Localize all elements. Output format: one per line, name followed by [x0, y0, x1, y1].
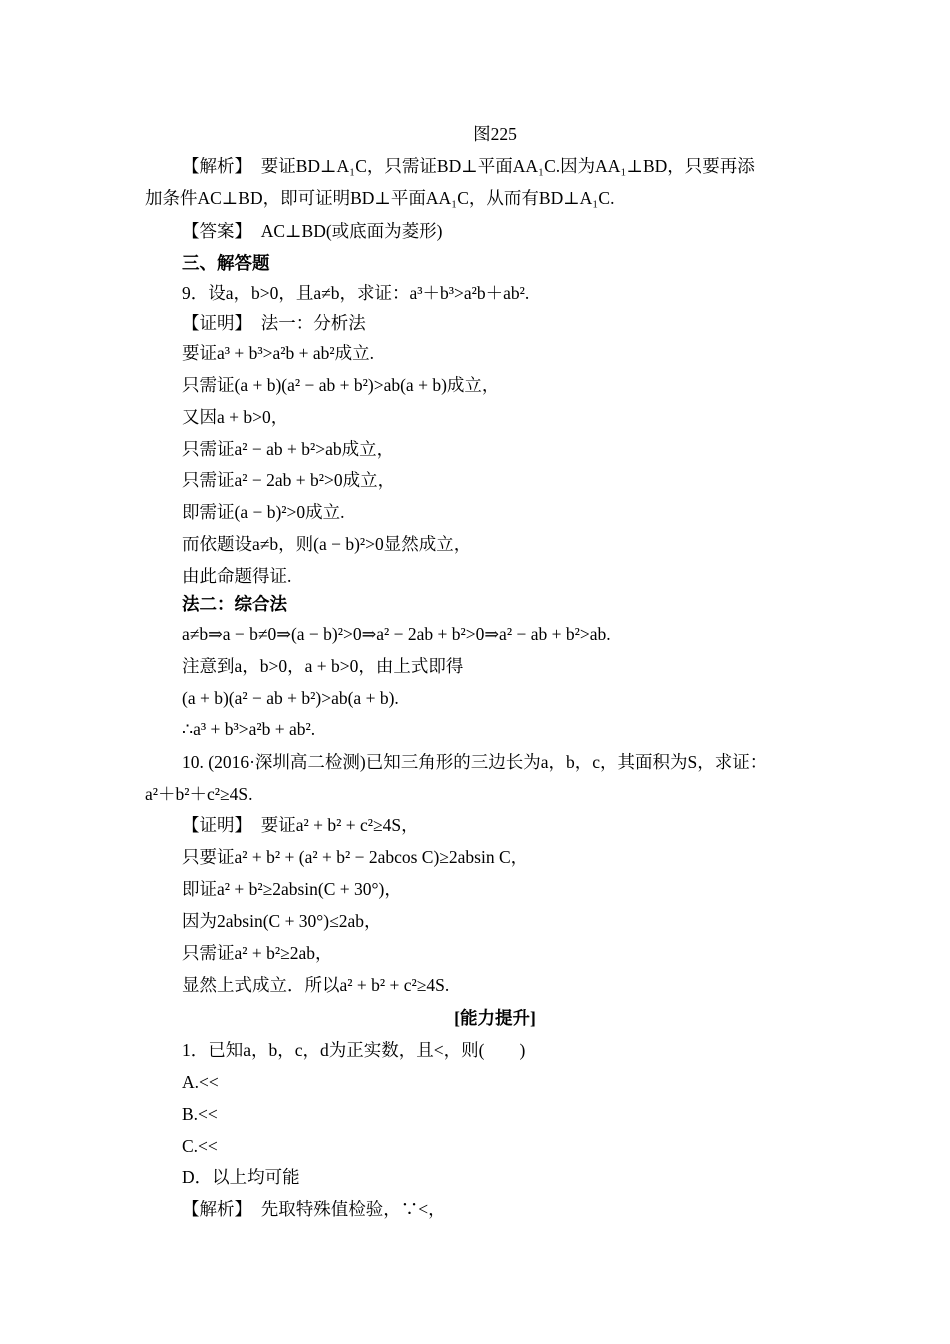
- question-1: 1．已知a，b，c，d为正实数，且<，则( ): [182, 1040, 526, 1060]
- option-d: D．以上均可能: [182, 1167, 300, 1187]
- proof-9-line: 由此命题得证.: [182, 566, 292, 586]
- proof-9-line: 只需证a² − 2ab + b²>0成立，: [182, 470, 396, 490]
- analysis-line-1: 【解析】 要证BD⊥A₁C，只需证BD⊥平面AA₁C.因为AA₁⊥BD，只要再添: [182, 156, 755, 176]
- proof-9-line: ∴a³ + b³>a²b + ab².: [182, 719, 316, 739]
- proof-9-line: a≠b⇒a − b≠0⇒(a − b)²>0⇒a² − 2ab + b²>0⇒a² − ab + b²>ab.: [182, 624, 611, 644]
- proof-10-line: 即证a² + b²≥2absin(C + 30°)，: [182, 879, 402, 899]
- proof-9-line: 注意到a，b>0，a + b>0，由上式即得: [182, 656, 464, 676]
- analysis-line-2: 加条件AC⊥BD，即可证明BD⊥平面AA₁C，从而有BD⊥A₁C.: [145, 188, 615, 208]
- option-c: C.<<: [182, 1136, 218, 1156]
- proof-10-line: 只要证a² + b² + (a² + b² − 2abcos C)≥2absin C，: [182, 847, 529, 867]
- proof-10-line: 只需证a² + b²≥2ab，: [182, 943, 333, 963]
- proof-10-line: 显然上式成立．所以a² + b² + c²≥4S.: [182, 975, 450, 995]
- option-b: B.<<: [182, 1104, 218, 1124]
- answer-line: 【答案】 AC⊥BD(或底面为菱形): [182, 221, 443, 241]
- analysis-line-final: 【解析】 先取特殊值检验，∵<，: [182, 1199, 446, 1219]
- proof-10-line: 因为2absin(C + 30°)≤2ab，: [182, 911, 382, 931]
- section-ability: [能力提升]: [454, 1008, 536, 1028]
- problem-10-line-1: 10. (2016·深圳高二检测)已知三角形的三边长为a，b，c，其面积为S，求证：: [182, 752, 768, 772]
- figure-caption: 图225: [473, 124, 517, 144]
- proof-9-line: 即需证(a − b)²>0成立.: [182, 502, 345, 522]
- option-a: A.<<: [182, 1072, 219, 1092]
- proof-9-line: 只需证(a + b)(a² − ab + b²)>ab(a + b)成立，: [182, 375, 500, 395]
- problem-10-line-2: a²＋b²＋c²≥4S.: [145, 784, 253, 804]
- proof-9-header: 【证明】 法一：分析法: [182, 313, 366, 333]
- section-heading: 三、解答题: [182, 253, 270, 273]
- proof-9-line: 只需证a² − ab + b²>ab成立，: [182, 439, 395, 459]
- proof-9-line: (a + b)(a² − ab + b²)>ab(a + b).: [182, 688, 399, 708]
- method-2-heading: 法二：综合法: [182, 594, 287, 614]
- problem-9: 9．设a，b>0，且a≠b，求证：a³＋b³>a²b＋ab².: [182, 283, 530, 303]
- proof-9-line: 而依题设a≠b，则(a − b)²>0显然成立，: [182, 534, 472, 554]
- proof-9-line: 要证a³ + b³>a²b + ab²成立.: [182, 343, 375, 363]
- proof-10-header: 【证明】 要证a² + b² + c²≥4S，: [182, 815, 419, 835]
- proof-9-line: 又因a + b>0，: [182, 407, 289, 427]
